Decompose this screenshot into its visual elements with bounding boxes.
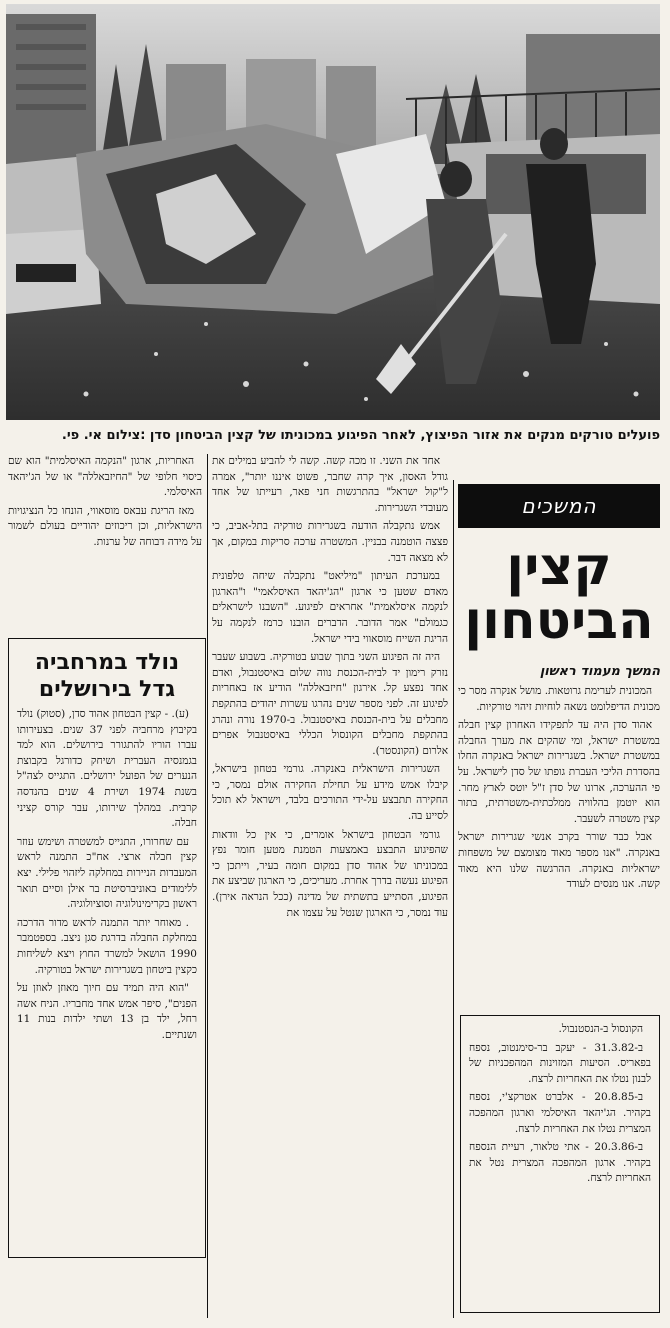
article-column-middle — [212, 454, 448, 1318]
paragraph: (ע). - קצין הבטחון אהוד סדן, (סטוק) נולד בקיבוץ מרחביה לפני 37 שנים. בצעירותו עברו הוריו להתגורר בירושלים. הוא למד בגמנסיה העברית ושיחק כדורגל בקבוצת הנערים של הפועל ירושלים. התגייס לצה"ל בשנת 1974 ושירת 4 שנים בהנדסה קרבית. במהלך שירותו, עבר קורס קציני חבלה. — [17, 708, 197, 830]
paragraph: המכונית לערימת גרוטאות. מושל אנקרה מסר כי מכונית הדיפלומט נשאה לוחיות זיהוי טורקיות. — [458, 685, 660, 713]
paragraph: היה זה הפיגוע השני בתוך שבוע בטורקיה. בשבוע שעבר נזרק רימון יד לבית-הכנסת נווה שלום באיסטנבול, ואדם אחד נפצע קל. אירגון "חיזבאללה" הודיע אז באחריות לפיגוע זה. לפני מספר שנים נהרגו עשרות יהודים בהתקפת מחבלים על בית-הכנסת באיסטנבול. ב-1970 נורה ונהרג בהתקפת מחבלים הקונסול הכללי באיסטנבול אפרים אלרום (הקונסטר). — [212, 651, 448, 757]
paragraph: "הוא היה תמיד עם חיוך מאוזן לאוזן על הפנים", סיפר אמש אחד מחבריו. הניח אשה רחל, ילד בן 13 ושתי ילדות בנות 11 ושנתיים. — [17, 982, 197, 1041]
paragraph: גורמי הבטחון בישראל אומרים, כי אין כל וודאות שהפיגוע התבצע באמצעות הטמנת מטען חומר נפץ במכוניתו של אהוד סדן במקום חומה בעיר, וייתכן כי הפיגוע נעשה בדרך אחרת. מעריכים, כי הארגון שביצע את הפיגוע, הסתייע בתשתית של מדינה (ככל הנראה אירן). עוד נמסר, כי הארגון שנטל על עצמו את — [212, 828, 448, 919]
paragraph: אחד את השני. זו מכה קשה. קשה לי להביע במילים את גודל האסון, איך קרה שחבר, פשוט איננו יותר", אמרה ל"קול ישראל" בהתרגשות חני פאר, רעייתו של אחד מעובדי השגרירות. — [212, 455, 448, 514]
sidebar-box — [8, 638, 206, 1258]
headline-line-1: קצין — [506, 537, 612, 597]
continued-from-front-kicker: המשך מעמוד ראשון — [539, 664, 660, 679]
column-divider — [207, 454, 208, 1318]
sidebar-title — [15, 649, 199, 703]
paragraph: מאז הריגת עבאס מוסאווי, הונחו כל הנציגויות הישראליות, וכן ריכוזים יהודיים בעולם לשמור על מידה דבוחה של ערנות. — [8, 504, 202, 548]
paragraph: עם שחרורו, התגייס למשטרה ושימש עוזר קצין חבלה ארצי. אח"כ התמנה לראש המעבדות הניירות במחלקה ליזהוי פלילי. יצא ללימודים באוניברסיטת בר אילן וסיים תואר ראשון בקרימינולוגיה וסוציולוגיה. — [17, 835, 197, 911]
section-banner: המשכים — [458, 484, 660, 528]
sidebar-title-line-2: גדל בירושלים — [38, 677, 176, 702]
paragraph: השגרירות הישראלית באנקרה. גורמי בטחון בישראל, קיבלו אמש מידע על תחילת החקירה אולם נמסר, כי החקירה תתבצע על-ידי התורכים בלבד, וישראל לא תוכל לסייע בה. — [212, 763, 448, 823]
paragraph: אמש נתקבלה הודעה בשגרירות טורקיה בתל-אביב, כי פצצה הוטמנה בבניין. המשטרה ערכה סריקות במקום, אך לא מצאה דבר. — [212, 520, 448, 564]
photo-icon — [6, 4, 660, 420]
paragraph: אבל כבד שורר בקרב אנשי שגרירות ישראל באנקרה. "אנו מספר מאוד מצומצם של משפחות ישראליות באנקרה. ההרגשה שלנו היא מאוד קשה. אנו מנסים לעודד — [458, 831, 660, 891]
article-column-right — [458, 684, 660, 1004]
list-item: ב-31.3.82 - יעקב בר-סימנטוב, נספח בפאריס. הסיעות המזוינות המהפכניות של לבנון נטלו את האחריות לרצח. — [469, 1041, 651, 1085]
sidebar-title-line-1: נולד במרחביה — [34, 650, 180, 675]
paragraph: . מאוחר יותר התמנה לראש מדור הדרכה במחלקת החבלה בדרגת סגן ניצב. בספטמבר 1990 הושאל למשרד החוץ ויצא לשליחות כקצין ביטחון בשגרירות ישראל בטורקיה. — [17, 916, 197, 976]
paragraph: האחריות, ארגון "הנקמה האיסלמית" הוא שם כיסוי חלופי של "החיזבאללה" או של הג'יהאד האיסלמי. — [8, 455, 202, 499]
list-item: ב-20.3.86 - אתי טלאור, רעיית הנספח בקהיר. ארגון המהפכה המצרית נטל את האחריות לרצח. — [469, 1141, 651, 1185]
sidebar-text — [17, 707, 197, 1253]
paragraph: במערכת העיתון "מיליאט" נתקבלה שיחה טלפונית מאדם שטען כי ארגון "הג'יהאד האיסלאמי" ו"הארגון לנקמה איסלאמית" אחראים לפיגוע. "השבנו לישראלים כגמולם" אמר הדובר. הדברים הובנו כרמז לנקמה על הריגת השייח מוסאווי בידי ישראל. — [212, 570, 448, 645]
paragraph: אהוד סדן היה עד לתפקידו האחרון קצין חבלה במשטרת ישראל, ומי שהקים את מערך החבלה במשטרת ישראל. בשגרירות ישראל באנקרה החלו בהסדרת הליכי העברת גופתו של סדן לישראל. על פי ההערכה, ארונו של סדן ז"ל יוטס לארץ מחר. הוא יוטמן בהלוויה ממלכתית-משטרתית, בתור קצין משטרה לשעבר. — [458, 719, 660, 825]
list-item: הקונסול ב-הנסטנבול. — [558, 1023, 643, 1035]
news-photo — [6, 4, 660, 420]
attacks-list-box — [460, 1015, 660, 1313]
photo-caption: פועלים טורקים מנקים את אזור הפיצוץ, לאחר הפיגוע במכוניתו של קצין הביטחון סדן :צילום אי. פי. — [61, 428, 660, 443]
column-divider — [453, 480, 454, 1318]
attacks-list — [469, 1022, 651, 1306]
headline-line-2: הביטחון — [464, 591, 654, 651]
headline — [458, 537, 660, 651]
article-column-left — [8, 454, 202, 630]
list-item: ב-20.8.85 - אלברט אטרקצ'י, נספח בקהיר. הג'יהאד האיסלמי וארגון המהפכה המצרית נטלו את האחריות לרצח. — [469, 1091, 651, 1135]
